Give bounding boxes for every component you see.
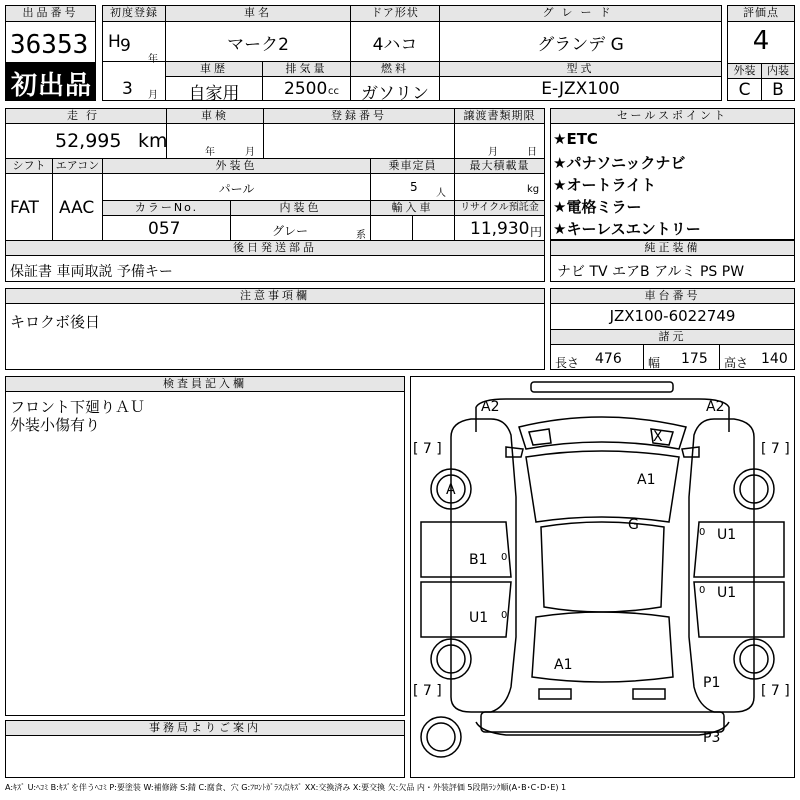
inspection-label: 車検 (167, 109, 263, 124)
transfer-month-unit: 月 (488, 147, 498, 158)
score: 4 (752, 26, 770, 56)
aircon: AAC (59, 198, 95, 218)
later-parts-label: 後日発送部品 (6, 241, 544, 256)
mark-trunk: A1 (554, 657, 573, 673)
year-unit: 年 (148, 54, 158, 65)
interior-grade: B (772, 80, 784, 100)
car-outline (411, 377, 794, 777)
inspection-year-unit: 年 (205, 147, 215, 158)
dims-label: 諸元 (551, 330, 794, 345)
lot-number: 36353 (10, 30, 89, 60)
mark-front-left: A2 (481, 399, 500, 415)
office-box (5, 720, 405, 778)
mark-tire-fl: A (446, 482, 456, 498)
tire-mark-rr: [ 7 ] (761, 683, 790, 699)
mark-door-rear-left: B1 (469, 552, 488, 568)
door-type: 4ハコ (372, 35, 418, 55)
mileage-unit: km (138, 130, 168, 152)
chassis-box (550, 288, 795, 370)
mark-rear-bumper: P3 (703, 730, 721, 746)
mark-rear-right-fender: P1 (703, 675, 721, 691)
sales-point-4: ★電格ミラー (553, 198, 642, 216)
recycle: 11,930 (470, 219, 530, 239)
zero-mark-2: 0 (501, 610, 508, 621)
displacement-label: 排気量 (263, 62, 350, 77)
tire-mark-fr: [ 7 ] (761, 441, 790, 457)
equipment-label: 純正装備 (551, 241, 794, 256)
transfer-label: 譲渡書類期限 (455, 109, 544, 124)
width-label: 幅 (648, 356, 661, 370)
notes-value: キロクボ後日 (10, 313, 101, 331)
car-diagram (410, 376, 795, 778)
shift: FAT (10, 198, 39, 218)
mark-windshield: X (653, 429, 663, 445)
recycle-unit: 円 (530, 225, 543, 239)
sales-point-2: ★パナソニックナビ (553, 154, 686, 172)
interior-color: グレー (272, 224, 309, 238)
notes-label: 注意事項欄 (6, 289, 544, 304)
era: H (108, 32, 121, 52)
height: 140 (761, 351, 788, 367)
color-no: 057 (148, 219, 181, 239)
mark-door-front-right: U1 (717, 585, 737, 601)
seats: 5 (410, 180, 418, 194)
office-label: 事務局よりご案内 (6, 721, 404, 736)
equipment-box (550, 240, 795, 282)
inspector-line-1: フロント下廻りＡＵ (10, 398, 146, 416)
length-label: 長さ (555, 356, 580, 370)
first-listing-badge (5, 62, 96, 101)
first-reg-label: 初度登録 (103, 6, 165, 22)
reg-label: 登録番号 (264, 109, 454, 124)
height-label: 高さ (724, 356, 749, 370)
model: E-JZX100 (541, 79, 620, 99)
door-label: ドア形状 (351, 6, 439, 22)
exterior-color-label: 外装色 (103, 159, 370, 174)
sales-point-3: ★オートライト (553, 176, 656, 194)
sales-point-1: ★ETC (553, 130, 598, 148)
mark-roof: G (628, 517, 639, 533)
inspector-box (5, 376, 405, 716)
score-box (727, 5, 795, 101)
displacement-unit: cc (328, 86, 339, 97)
mark-door-front-left: U1 (469, 610, 489, 626)
transfer-day-unit: 日 (527, 147, 537, 158)
displacement: 2500 (284, 79, 328, 99)
color-no-label: カラーNo. (103, 201, 230, 216)
inspection-month-unit: 月 (245, 147, 255, 158)
car-name: マーク2 (227, 35, 289, 55)
score-label: 評価点 (728, 6, 794, 22)
aircon-label: エアコン (53, 159, 102, 174)
later-parts: 保証書 車両取説 予備キー (10, 264, 173, 280)
equipment-value: ナビ TV エアB アルミ PS PW (557, 264, 745, 280)
seats-unit: 人 (436, 188, 446, 199)
interior-grade-label: 内装 (762, 64, 794, 79)
mark-front-right: A2 (706, 399, 725, 415)
length: 476 (595, 351, 622, 367)
lot-label: 出品番号 (6, 6, 95, 22)
name-label: 車名 (166, 6, 350, 22)
sales-point-5: ★キーレスエントリー (553, 220, 701, 238)
import-label: 輸入車 (371, 201, 454, 216)
mark-door-rear-right: U1 (717, 527, 737, 543)
fuel-label: 燃料 (351, 62, 439, 77)
grade: グランデ G (537, 35, 624, 55)
mileage: 52,995 (55, 130, 122, 152)
load-unit: kg (527, 184, 540, 195)
tire-mark-rl: [ 7 ] (413, 683, 442, 699)
model-label: 型式 (440, 62, 721, 77)
mileage-label: 走行 (6, 109, 166, 124)
inspector-label: 検査員記入欄 (6, 377, 404, 392)
month: 3 (122, 79, 133, 99)
interior-color-label: 内装色 (231, 201, 370, 216)
chassis-label: 車台番号 (551, 289, 794, 304)
first-listing-text: 初出品 (11, 71, 93, 101)
exterior-grade: C (738, 80, 751, 100)
shift-label: シフト (6, 159, 52, 174)
grade-label: グレード (440, 6, 721, 22)
zero-mark-1: 0 (501, 552, 508, 563)
width: 175 (681, 351, 708, 367)
legend: A:ｷｽﾞ U:ﾍｺﾐ B:ｷｽﾞを伴うﾍｺﾐ P:要塗装 W:補修跡 S:錆 C:腐食、穴 G:ﾌﾛﾝﾄｶﾞﾗｽ点ｷｽﾞ XX:交換済み X:要交換 欠:欠品 内・外装評価 5段階ﾗﾝｸ順(A･B･C･D･E) 1 (5, 783, 567, 792)
notes-box (5, 288, 545, 370)
zero-mark-4: 0 (699, 585, 706, 596)
fuel: ガソリン (361, 84, 429, 104)
sales-points-box (550, 108, 795, 240)
seats-label: 乗車定員 (371, 159, 454, 174)
load-label: 最大積載量 (455, 159, 544, 174)
month-unit: 月 (148, 90, 158, 101)
mark-hood: A1 (637, 472, 656, 488)
inspector-line-2: 外装小傷有り (10, 416, 101, 434)
exterior-color: パール (218, 182, 255, 196)
interior-color-suffix: 系 (356, 230, 366, 241)
chassis-value: JZX100-6022749 (609, 307, 736, 325)
exterior-grade-label: 外装 (728, 64, 761, 79)
tire-mark-fl: [ 7 ] (413, 441, 442, 457)
era-year: 9 (120, 36, 131, 56)
history: 自家用 (188, 84, 240, 104)
recycle-label: リサイクル預託金 (455, 201, 544, 216)
sales-points-label: セールスポイント (551, 109, 794, 124)
zero-mark-3: 0 (699, 527, 706, 538)
history-label: 車歴 (166, 62, 262, 77)
